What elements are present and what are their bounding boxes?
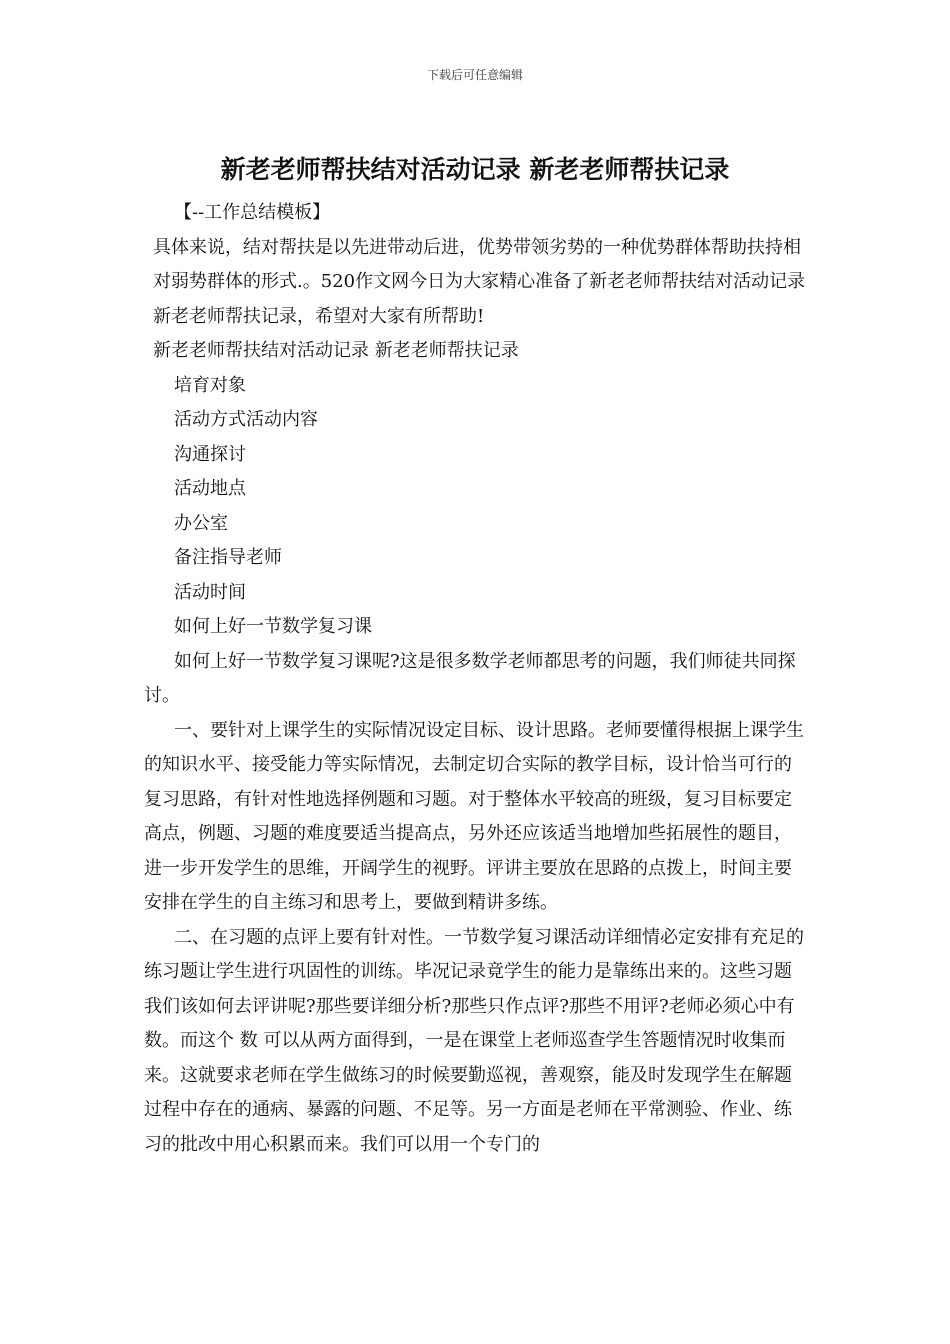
document-title: 新老老师帮扶结对活动记录 新老老师帮扶记录 xyxy=(220,155,730,184)
list-item: 培育对象 xyxy=(174,374,246,396)
intro-paragraph xyxy=(144,231,808,335)
list-item: 活动地点 xyxy=(174,478,246,499)
body-paragraph: 二、在习题的点评上要有针对性。一节数学复习课活动详细情必定安排有充足的练习题让学生进行巩固性的训练。毕况记录竟学生的能力是靠练出来的。这些习题我们该如何去评讲呢?那些要详细分析?那些只作点评?那些不用评?老师必须心中有数。而这个 数 可以从两方面得到，一是在课堂上老师巡查学生答题情况时收集而来。这就要求老师在学生做练习的时候要勤巡视，善观察，能及时发现学生在解题过程中存在的通病、暴露的问题、不足等。另一方面是老师在平常测验、作业、练习的批改中用心积累而来。我们可以用一个专门的 xyxy=(144,926,804,1155)
list-item: 如何上好一节数学复习课 xyxy=(174,616,372,637)
header-note: 下载后可任意编辑 xyxy=(426,68,523,82)
list-item: 办公室 xyxy=(174,512,228,534)
body-paragraph: 如何上好一节数学复习课呢?这是很多数学老师都思考的问题，我们师徒共同探讨。 xyxy=(144,650,796,706)
list-item: 活动时间 xyxy=(174,581,246,603)
subtitle: 新老老师帮扶结对活动记录 新老老师帮扶记录 xyxy=(153,340,519,361)
body-paragraph: 一、要针对上课学生的实际情况设定目标、设计思路。老师要懂得根据上课学生的知识水平、接受能力等实际情况，去制定切合实际的教学目标，设计恰当可行的复习思路，有针对性地选择例题和习题。对于整体水平较高的班级，复习目标要定高点，例题、习题的难度要适当提高点，另外还应该适当地增加些拓展性的题目，进一步开发学生的思维，开阔学生的视野。评讲主要放在思路的点拨上，时间主要安排在学生的自主练习和思考上，要做到精讲多练。 xyxy=(144,719,804,913)
template-tag: 【--工作总结模板】 xyxy=(174,202,331,223)
list-item: 备注指导老师 xyxy=(174,547,282,568)
list-item: 沟通探讨 xyxy=(174,443,246,465)
list-item: 活动方式活动内容 xyxy=(174,409,318,430)
intro-text: 具体来说，结对帮扶是以先进带动后进，优势带领劣势的一种优势群体帮助扶持相对弱势群体的形式.。520作文网今日为大家精心准备了新老老师帮扶结对活动记录 新老老师帮扶记录，希望对大家有所帮助! xyxy=(153,236,806,327)
document-body xyxy=(144,196,808,1162)
